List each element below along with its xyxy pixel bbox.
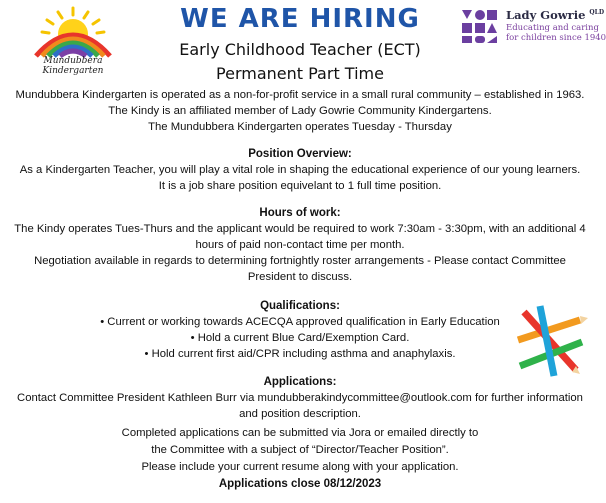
- lady-gowrie-logo: [462, 8, 606, 46]
- intro-line-3: The Mundubbera Kindergarten operates Tuesday - Thursday: [148, 121, 452, 133]
- page-title: WE ARE HIRING: [180, 4, 420, 34]
- applications-heading: Applications:: [263, 376, 337, 388]
- qualification-item-2: • Hold a current Blue Card/Exemption Card.: [190, 332, 410, 344]
- qualification-item-3: • Hold current first aid/CPR including asthma and anaphylaxis.: [144, 348, 456, 360]
- applications-closing: Applications close 08/12/2023: [218, 478, 382, 490]
- hours-line-4: President to discuss.: [247, 271, 353, 283]
- role-title: Early Childhood Teacher (ECT): [179, 40, 421, 59]
- gowrie-tagline-2: for children since 1940: [506, 33, 606, 43]
- hours-heading: Hours of work:: [259, 207, 341, 219]
- hours-line-1: The Kindy operates Tues-Thurs and the applicant would be required to work 7:30am - 3:30pm, with an additional 4: [14, 223, 586, 235]
- lady-gowrie-mark-icon: [462, 10, 500, 44]
- kindy-logo-line2: Kindergarten: [42, 66, 104, 76]
- colored-pencils-icon: [510, 300, 590, 380]
- gowrie-tagline-1: Educating and caring: [506, 23, 599, 33]
- intro-line-1: Mundubbera Kindergarten is operated as a non-for-profit service in a small rural community – established in 1963.: [15, 89, 585, 101]
- overview-line-2: It is a job share position equivelant to 1 full time position.: [158, 180, 442, 192]
- gowrie-name: Lady Gowrie: [506, 8, 586, 22]
- hours-line-3: Negotiation available in regards to determining fortnightly roster arrangements - Please contact Committee: [34, 255, 566, 267]
- applications-line-1: Contact Committee President Kathleen Burr via mundubberakindycommittee@outlook.com for further information: [17, 392, 583, 404]
- hours-line-2: hours of paid non-contact time per month.: [195, 239, 405, 251]
- kindy-logo-line1: Mundubbera: [43, 56, 103, 66]
- gowrie-qld: QLD: [589, 9, 605, 17]
- applications-line-2: and position description.: [239, 408, 361, 420]
- qualification-item-1: • Current or working towards ACECQA approved qualification in Early Education: [100, 316, 500, 328]
- employment-type: Permanent Part Time: [216, 64, 384, 83]
- intro-line-2: The Kindy is an affiliated member of Lady Gowrie Community Kindergartens.: [108, 105, 492, 117]
- applications-line-4: the Committee with a subject of “Director/Teacher Position”.: [151, 444, 449, 456]
- applications-line-5: Please include your current resume along with your application.: [141, 461, 459, 473]
- applications-line-3: Completed applications can be submitted via Jora or emailed directly to: [121, 427, 479, 439]
- overview-line-1: As a Kindergarten Teacher, you will play a vital role in shaping the educational experience of our young learners.: [19, 164, 581, 176]
- overview-heading: Position Overview:: [248, 148, 352, 160]
- qualifications-heading: Qualifications:: [260, 300, 340, 312]
